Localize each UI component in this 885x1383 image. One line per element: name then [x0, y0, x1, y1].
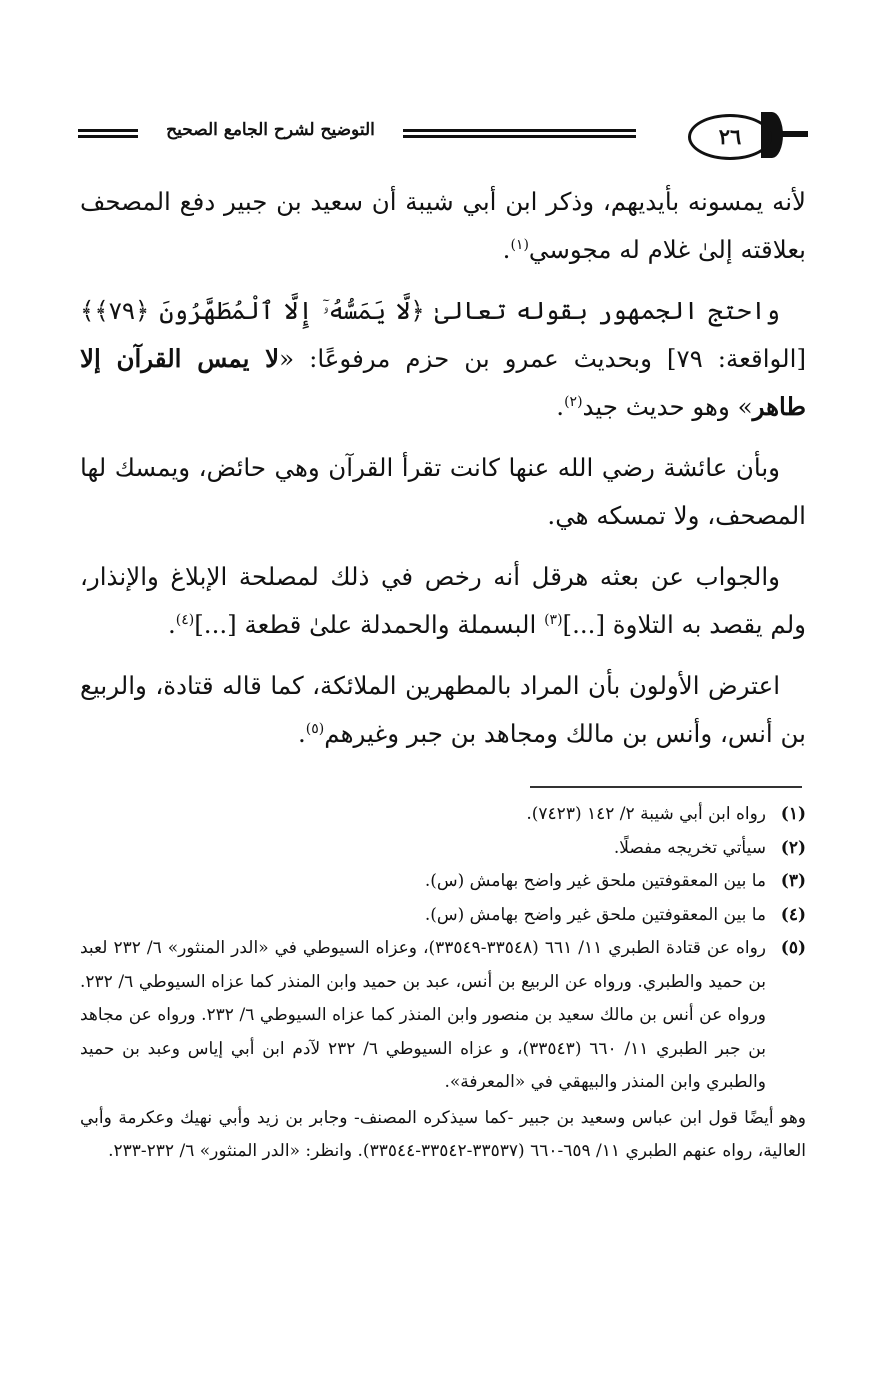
hadith-quote: لا يمس القرآن إلا طاهر: [80, 344, 806, 421]
running-title: التوضيح لشرح الجامع الصحيح: [166, 120, 375, 140]
paragraph-1-end: .: [502, 235, 511, 264]
footnote-number: (٢): [780, 837, 806, 858]
paragraph-2-text-b: » وهو حديث جيد: [582, 392, 753, 421]
paragraph-4-end: .: [167, 610, 176, 639]
footnote-number: (٥): [780, 938, 806, 958]
footnote-separator: [530, 786, 802, 788]
paragraph-1: [80, 178, 806, 274]
paragraph-5-end: .: [298, 719, 306, 748]
footnote-number: (٤): [780, 904, 806, 925]
header-rule-left: [78, 129, 138, 138]
footnote-ref-4: (٤): [175, 611, 195, 628]
footnote-ref-2: (٢): [564, 393, 583, 410]
footnote-ref-5: (٥): [305, 720, 325, 737]
paragraph-3: [80, 444, 806, 540]
footnote-text: رواه عن قتادة الطبري ١١/ ٦٦١ (٣٣٥٤٨-٣٣٥٤٩)، وعزاه السيوطي في «الدر المنثور» ٦/ ٢٣٢ لعبد بن حميد والطبري. ورواه عن الربيع بن أنس، عبد بن حميد وابن المنذر كما عزاه السيوطي ٦/ ٢٣٢. ورواه عن أنس بن مالك سعيد بن منصور وابن المنذر كما عزاه السيوطي ٦/ ٢٣٢. ورواه عن مجاهد بن جبر الطبري ١١/ ٦٦٠ (٣٣٥٤٣)، و عزاه السيوطي ٦/ ٢٣٢ لآدم ابن أبي إياس وعبد بن حميد والطبري وابن المنذر والبيهقي في «المعرفة».: [80, 938, 767, 1092]
paragraph-4-text-b: البسملة والحمدلة علىٰ قطعة [...]: [194, 610, 545, 639]
paragraph-4: [80, 553, 806, 649]
footnote-ref-1: (١): [510, 236, 529, 253]
footnote-text: رواه ابن أبي شيبة ٢/ ١٤٢ (٧٤٢٣).: [526, 804, 766, 824]
paragraph-4-text-a: والجواب عن بعثه هرقل أنه رخص في ذلك لمصلحة الإبلاغ والإنذار، ولم يقصد به التلاوة [...]: [80, 562, 806, 639]
footnote-item: [80, 865, 806, 899]
main-text: [80, 178, 806, 771]
footnotes: [80, 798, 806, 1169]
footnote-text: سيأتي تخريجه مفصلًا.: [613, 837, 766, 858]
paragraph-2-text-a: واحتج الجمهور بقوله تعالىٰ ﴿لَّا يَمَسُّهُۥٓ إِلَّا ٱلْمُطَهَّرُونَ ﴿٧٩﴾﴾ [الواقعة: ٧٩] وبحديث عمرو بن حزم مرفوعًا: «: [80, 296, 806, 373]
footnote-continuation: وهو أيضًا قول ابن عباس وسعيد بن جبير -كما سيذكره المصنف- وجابر بن زيد وأبي نهيك وعكرمة وأبي العالية، رواه عنهم الطبري ١١/ ٦٥٩-٦٦٠ (٣٣٥٣٧-٣٣٥٤٢-٣٣٥٤٤). وانظر: «الدر المنثور» ٦/ ٢٣٢-٢٣٣.: [80, 1107, 806, 1161]
paragraph-5: [80, 662, 806, 758]
footnote-number: (٣): [780, 871, 806, 891]
page-number: ٢٦: [688, 114, 772, 160]
footnote-text: ما بين المعقوفتين ملحق غير واضح بهامش (س).: [424, 904, 766, 925]
footnote-ref-3: (٣): [544, 611, 563, 628]
footnote-item: [80, 932, 806, 1100]
footnote-text: ما بين المعقوفتين ملحق غير واضح بهامش (س).: [424, 871, 766, 891]
header-rule-middle: [403, 129, 636, 138]
paragraph-1-text: لأنه يمسونه بأيديهم، وذكر ابن أبي شيبة أن سعيد بن جبير دفع المصحف بعلاقته إلىٰ غلام له مجوسي: [80, 187, 806, 264]
paragraph-2-end: .: [556, 392, 565, 421]
paragraph-3-text: وبأن عائشة رضي الله عنها كانت تقرأ القرآن وهي حائض، ويمسك لها المصحف، ولا تمسكه هي.: [80, 453, 806, 530]
paragraph-5-text: اعترض الأولون بأن المراد بالمطهرين الملائكة، كما قاله قتادة، والربيع بن أنس، وأنس بن مالك ومجاهد بن جبر وغيرهم: [80, 671, 806, 748]
footnote-item: [80, 832, 806, 866]
footnote-item: [80, 798, 806, 832]
paragraph-2: [80, 287, 806, 431]
footnote-item: [80, 899, 806, 933]
footnote-number: (١): [780, 804, 806, 824]
page-header: [78, 112, 808, 162]
